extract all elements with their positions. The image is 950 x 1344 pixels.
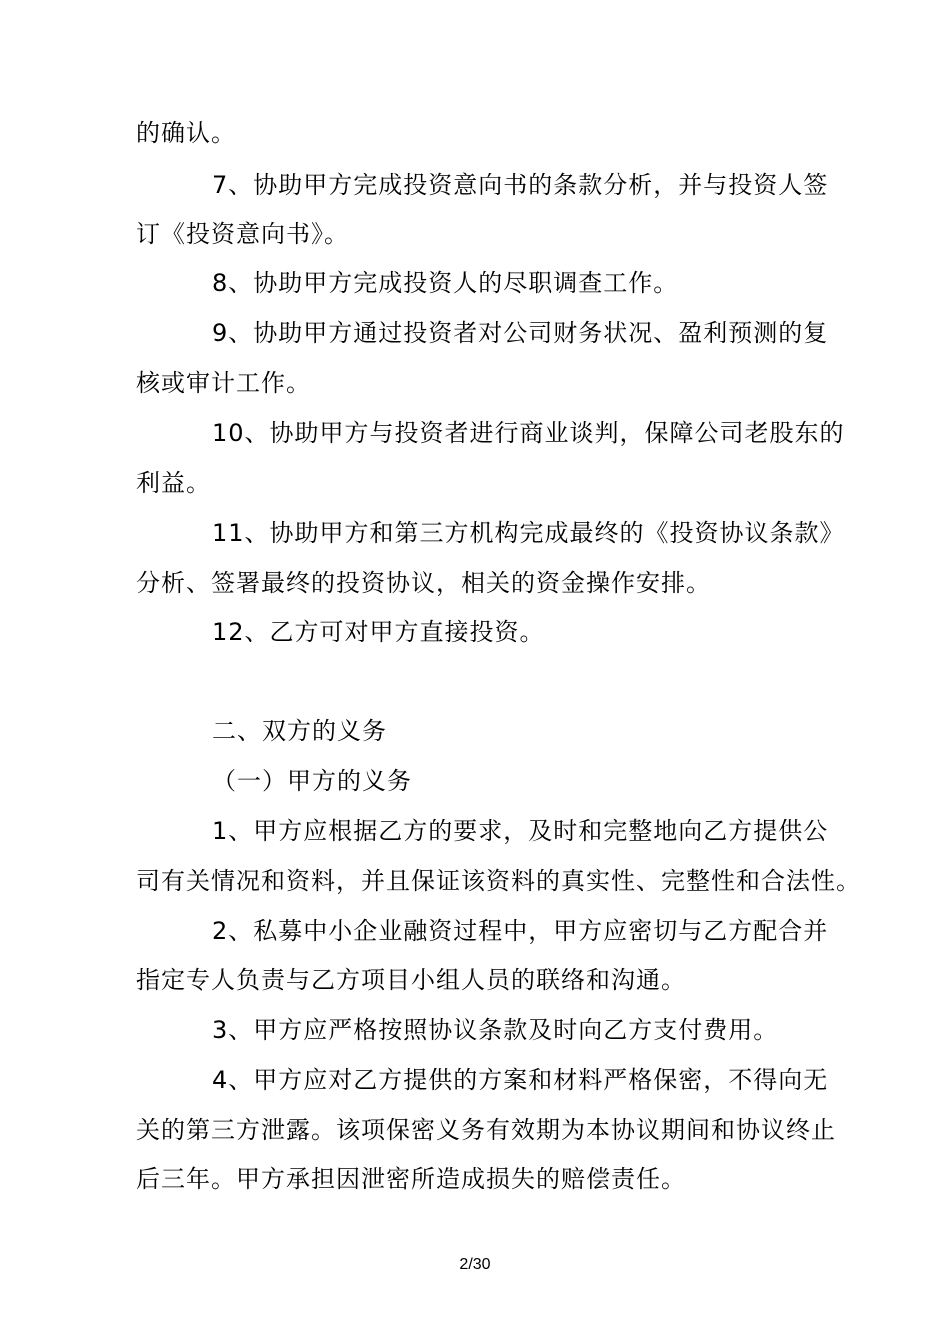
paragraph-line: 司有关情况和资料，并且保证该资料的真实性、完整性和合法性。 bbox=[136, 867, 861, 895]
paragraph-line: 利益。 bbox=[136, 469, 211, 497]
paragraph-line: 11、协助甲方和第三方机构完成最终的《投资协议条款》 bbox=[212, 519, 845, 547]
paragraph-line: 核或审计工作。 bbox=[136, 369, 311, 397]
paragraph-line: 分析、签署最终的投资协议，相关的资金操作安排。 bbox=[136, 569, 711, 597]
paragraph-line: 8、协助甲方完成投资人的尽职调查工作。 bbox=[212, 269, 679, 297]
paragraph-line: 1、甲方应根据乙方的要求，及时和完整地向乙方提供公 bbox=[212, 817, 829, 845]
paragraph-line: 4、甲方应对乙方提供的方案和材料严格保密，不得向无 bbox=[212, 1066, 829, 1094]
paragraph-line: 关的第三方泄露。该项保密义务有效期为本协议期间和协议终止 bbox=[136, 1116, 836, 1144]
paragraph-line: 7、协助甲方完成投资意向书的条款分析，并与投资人签 bbox=[212, 171, 829, 199]
paragraph-line: 后三年。甲方承担因泄密所造成损失的赔偿责任。 bbox=[136, 1165, 686, 1193]
paragraph-line: 2、私募中小企业融资过程中，甲方应密切与乙方配合并 bbox=[212, 917, 829, 945]
paragraph-line: 3、甲方应严格按照协议条款及时向乙方支付费用。 bbox=[212, 1016, 779, 1044]
paragraph-line: 订《投资意向书》。 bbox=[136, 220, 349, 248]
paragraph-line: 指定专人负责与乙方项目小组人员的联络和沟通。 bbox=[136, 966, 686, 994]
paragraph-line: 的确认。 bbox=[136, 119, 236, 147]
paragraph-line: 9、协助甲方通过投资者对公司财务状况、盈利预测的复 bbox=[212, 319, 829, 347]
section-heading: 二、双方的义务 bbox=[212, 717, 387, 745]
page-number: 2/30 bbox=[459, 1256, 491, 1273]
paragraph-line: 10、协助甲方与投资者进行商业谈判，保障公司老股东的 bbox=[212, 419, 845, 447]
subsection-heading: （一）甲方的义务 bbox=[212, 767, 412, 795]
paragraph-line: 12、乙方可对甲方直接投资。 bbox=[212, 618, 545, 646]
